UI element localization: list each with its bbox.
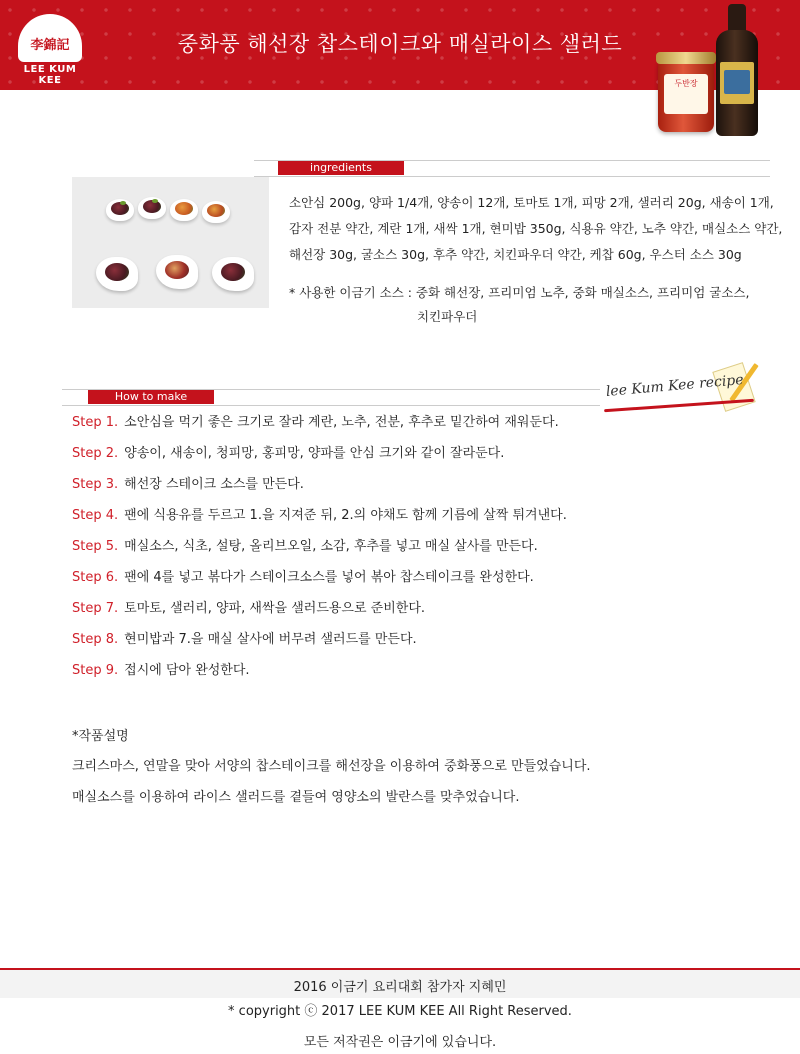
step-text: 현미밥과 7.을 매실 살사에 버무려 샐러드를 만든다. [124,632,417,647]
step-text: 팬에 4를 넣고 볶다가 스테이크소스를 넣어 볶아 찹스테이크를 완성한다. [124,570,534,585]
step-text: 토마토, 샐러리, 양파, 새싹을 샐러드용으로 준비한다. [124,601,426,616]
dish-description [72,726,772,818]
step-number: Step 4. [72,508,119,523]
description-line: 크리스마스, 연말을 맞아 서양의 찹스테이크를 해선장을 이용하여 중화풍으로 만들었습니다. [72,759,591,774]
step-item [72,412,772,443]
bottle-label [720,62,754,104]
step-text: 팬에 식용유를 두르고 1.을 지져준 뒤, 2.의 야채도 함께 기름에 살짝 튀겨낸다. [124,508,567,523]
step-number: Step 3. [72,477,119,492]
step-text: 양송이, 새송이, 청피망, 홍피망, 양파를 안심 크기와 같이 잘라둔다. [124,446,505,461]
ingredients-line: 해선장 30g, 굴소스 30g, 후추 약간, 치킨파우더 약간, 케찹 60g, 우스터 소스 30g [289,247,742,262]
garnish [152,199,158,203]
footer-copyright: * copyright ⓒ 2017 LEE KUM KEE All Right Reserved. [228,1004,572,1019]
food [207,204,225,217]
dish-plate [96,257,138,291]
dish-cup [202,201,230,223]
oyster-sauce-bottle-image [716,4,758,136]
description-heading: *작품설명 [72,729,129,744]
signature-text: lee Kum Kee recipe [605,371,745,400]
logo-chinese-text: 李錦記 [30,38,70,53]
step-number: Step 1. [72,415,119,430]
step-item [72,598,772,629]
step-item [72,474,772,505]
logo-english-text: LEE KUM KEE [23,64,77,86]
food [175,202,193,215]
step-number: Step 6. [72,570,119,585]
recipe-title: 중화풍 해선장 찹스테이크와 매실라이스 샐러드 [177,32,623,56]
dish-plate [156,255,198,289]
steps-list [72,412,772,691]
step-number: Step 7. [72,601,119,616]
step-text: 소안심을 먹기 좋은 크기로 잘라 계란, 노추, 전분, 후추로 밑간하여 재워둔다. [124,415,559,430]
dish-cup [106,199,134,221]
sauces-used-line: * 사용한 이금기 소스 : 중화 해선장, 프리미엄 노추, 중화 매실소스, 프리미엄 굴소스, [289,285,750,300]
jar-lid [656,52,716,64]
bottle-label-art [724,70,750,94]
step-number: Step 5. [72,539,119,554]
howto-label: How to make [88,390,214,404]
ingredients-line: 소안심 200g, 양파 1/4개, 양송이 12개, 토마토 1개, 피망 2개, 샐러리 20g, 새송이 1개, [289,195,774,210]
step-item [72,536,772,567]
step-number: Step 8. [72,632,119,647]
step-number: Step 9. [72,663,119,678]
dish-plate [212,257,254,291]
dish-cup [170,199,198,221]
sauces-used-line: 치킨파우더 [417,309,478,324]
step-item [72,629,772,660]
step-item [72,505,772,536]
food [105,263,129,281]
step-item [72,660,772,691]
sauces-used-note [289,281,749,329]
food [165,261,189,279]
food [221,263,245,281]
step-text: 접시에 담아 완성한다. [124,663,250,678]
step-text: 매실소스, 식초, 설탕, 올리브오일, 소감, 후추를 넣고 매실 살사를 만든다. [124,539,538,554]
footer-participant: 2016 이금기 요리대회 참가자 지혜민 [293,980,507,995]
garnish [120,201,126,205]
recipe-signature [600,362,768,418]
ingredients-list [289,190,789,268]
step-text: 해선장 스테이크 소스를 만든다. [124,477,304,492]
jar-label: 두반장 [664,74,708,114]
step-item [72,443,772,474]
ingredients-label: ingredients [278,161,404,175]
sauce-jar-image [658,58,714,132]
ingredients-divider-bottom [254,176,770,177]
description-line: 매실소스를 이용하여 라이스 샐러드를 곁들여 영양소의 발란스를 맞추었습니다. [72,790,520,805]
dish-photo [72,177,269,308]
step-item [72,567,772,598]
dish-cup [138,197,166,219]
footer-rights: 모든 저작권은 이금기에 있습니다. [303,1035,497,1050]
ingredients-line: 감자 전분 약간, 계란 1개, 새싹 1개, 현미밥 350g, 식용유 약간, 노추 약간, 매실소스 약간, [289,221,783,236]
step-number: Step 2. [72,446,119,461]
howto-divider-bottom [62,405,600,406]
